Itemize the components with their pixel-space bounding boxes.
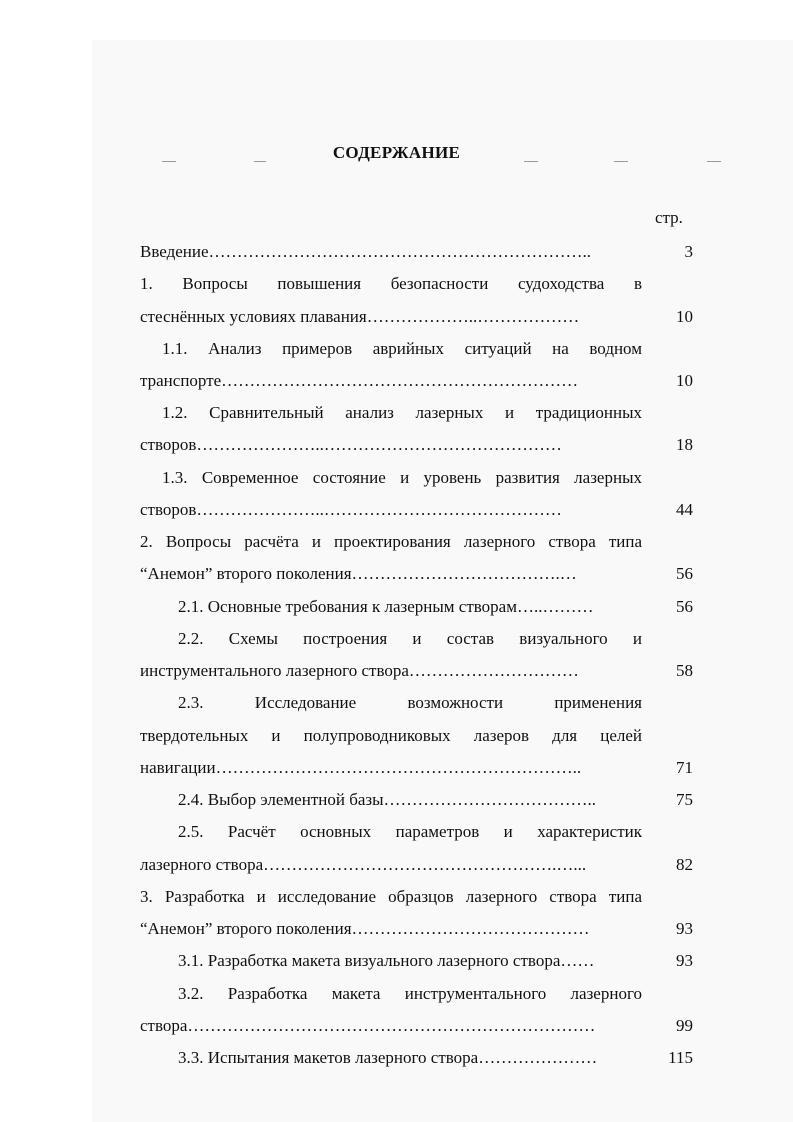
toc-entry-text: “Анемон” второго поколения……………………………….… <box>140 564 577 583</box>
toc-entry-text: 3.2. Разработка макета инструментального лазерного <box>178 984 642 1003</box>
page-column-label: стр. <box>655 208 683 227</box>
toc-entry-text: Введение………………………………………………………….. <box>140 242 592 261</box>
toc-entry-page: 10 <box>676 371 693 390</box>
scan-dash <box>614 161 628 162</box>
toc-entry-text: 3.1. Разработка макета визуального лазерного створа…… <box>178 951 595 970</box>
toc-entry-text: 2.2. Схемы построения и состав визуального и <box>178 629 642 648</box>
toc-entry-text: навигации……………………………………………………….. <box>140 758 582 777</box>
toc-entry-page: 115 <box>668 1048 693 1067</box>
toc-entry-text: “Анемон” второго поколения…………………………………… <box>140 919 590 938</box>
toc-entry-text: 2.5. Расчёт основных параметров и характеристик <box>178 822 642 841</box>
toc-entry-text: створов…………………..…………………………………… <box>140 500 562 519</box>
toc-entry-page: 44 <box>676 500 693 519</box>
scan-dash <box>254 161 266 162</box>
toc-entry-text: лазерного створа…………………………………………….…... <box>140 855 587 874</box>
toc-entry-page: 75 <box>676 790 693 809</box>
toc-entry-page: 99 <box>676 1016 693 1035</box>
toc-entry-text: 3. Разработка и исследование образцов лазерного створа типа <box>140 887 642 906</box>
toc-entry-text: 1.3. Современное состояние и уровень развития лазерных <box>162 468 642 487</box>
toc-entry-page: 3 <box>684 242 693 261</box>
toc-entry-text: 1.1. Анализ примеров аврийных ситуаций на водном <box>162 339 642 358</box>
toc-entry-text: створа……………………………………………………………… <box>140 1016 596 1035</box>
toc-entry-page: 18 <box>676 435 693 454</box>
toc-entry-page: 93 <box>676 951 693 970</box>
toc-entry-text: 2.1. Основные требования к лазерным створам…..……… <box>178 597 594 616</box>
scan-dash <box>524 161 538 162</box>
toc-entry-text: 3.3. Испытания макетов лазерного створа………………… <box>178 1048 598 1067</box>
toc-entry-text: твердотельных и полупроводниковых лазеров для целей <box>140 726 642 745</box>
toc-entry-text: 1. Вопросы повышения безопасности судоходства в <box>140 274 642 293</box>
page-title: СОДЕРЖАНИЕ <box>332 143 461 162</box>
toc-entry-text: стеснённых условиях плавания………………..……………… <box>140 307 580 326</box>
toc-entry-page: 56 <box>676 564 693 583</box>
toc-entry-text: инструментального лазерного створа………………………… <box>140 661 579 680</box>
toc-entry-page: 93 <box>676 919 693 938</box>
toc-entry-page: 82 <box>676 855 693 874</box>
toc-entry-text: 2.3. Исследование возможности применения <box>178 693 642 712</box>
toc-entry-page: 58 <box>676 661 693 680</box>
toc-entry-page: 71 <box>676 758 693 777</box>
toc-entry-page: 56 <box>676 597 693 616</box>
toc-entry-text: 2. Вопросы расчёта и проектирования лазерного створа типа <box>140 532 642 551</box>
toc-entry-text: 2.4. Выбор элементной базы……………………………….. <box>178 790 597 809</box>
toc-entry-text: створов…………………..…………………………………… <box>140 435 562 454</box>
scan-dash <box>162 161 176 162</box>
toc-entry-text: 1.2. Сравнительный анализ лазерных и традиционных <box>162 403 642 422</box>
scan-dash <box>707 161 721 162</box>
toc-entry-page: 10 <box>676 307 693 326</box>
toc-entry-text: транспорте……………………………………………………… <box>140 371 579 390</box>
